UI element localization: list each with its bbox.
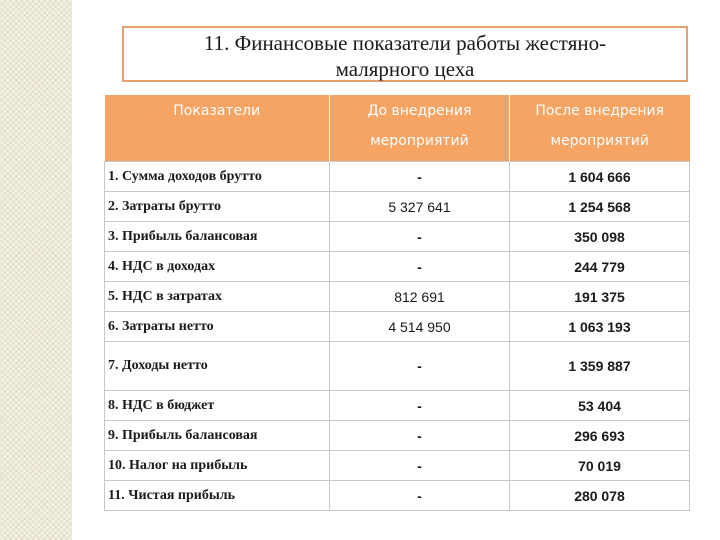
value-after: 53 404 (510, 391, 690, 421)
value-before: 812 691 (330, 282, 510, 312)
row-label: 3. Прибыль балансовая (105, 222, 330, 252)
value-after: 1 604 666 (510, 162, 690, 192)
header-row (105, 95, 690, 162)
row-label: 4. НДС в доходах (105, 252, 330, 282)
value-before: - (330, 342, 510, 391)
table-row (105, 391, 690, 421)
table-row (105, 312, 690, 342)
value-before: - (330, 162, 510, 192)
row-label: 7. Доходы нетто (105, 342, 330, 391)
value-after: 191 375 (510, 282, 690, 312)
value-before: 4 514 950 (330, 312, 510, 342)
value-after: 1 359 887 (510, 342, 690, 391)
value-before: - (330, 421, 510, 451)
value-before: - (330, 252, 510, 282)
value-after: 296 693 (510, 421, 690, 451)
slide-title-line-2: малярного цеха (335, 57, 475, 81)
table-row (105, 252, 690, 282)
row-label: 9. Прибыль балансовая (105, 421, 330, 451)
value-before: 5 327 641 (330, 192, 510, 222)
value-before: - (330, 222, 510, 252)
row-label: 5. НДС в затратах (105, 282, 330, 312)
table-row (105, 282, 690, 312)
financial-indicators-table (104, 95, 690, 511)
table-row (105, 222, 690, 252)
value-before: - (330, 451, 510, 481)
row-label: 1. Сумма доходов брутто (105, 162, 330, 192)
row-label: 8. НДС в бюджет (105, 391, 330, 421)
value-after: 244 779 (510, 252, 690, 282)
value-after: 70 019 (510, 451, 690, 481)
slide-title-line-1: 11. Финансовые показатели работы жестяно- (203, 31, 607, 55)
value-before: - (330, 481, 510, 511)
table-row (105, 162, 690, 192)
header-after: После внедрения мероприятий (510, 95, 690, 162)
value-after: 1 063 193 (510, 312, 690, 342)
table-header (105, 95, 690, 162)
table-body (105, 162, 690, 511)
value-after: 350 098 (510, 222, 690, 252)
table-row (105, 342, 690, 391)
row-label: 2. Затраты брутто (105, 192, 330, 222)
table-row (105, 481, 690, 511)
value-before: - (330, 391, 510, 421)
table-row (105, 421, 690, 451)
header-before: До внедрения мероприятий (330, 95, 510, 162)
row-label: 10. Налог на прибыль (105, 451, 330, 481)
decorative-side-pattern (0, 0, 72, 540)
row-label: 6. Затраты нетто (105, 312, 330, 342)
header-indicators: Показатели (105, 95, 330, 162)
row-label: 11. Чистая прибыль (105, 481, 330, 511)
value-after: 1 254 568 (510, 192, 690, 222)
slide-title (122, 26, 688, 82)
value-after: 280 078 (510, 481, 690, 511)
table-row (105, 192, 690, 222)
table-row (105, 451, 690, 481)
